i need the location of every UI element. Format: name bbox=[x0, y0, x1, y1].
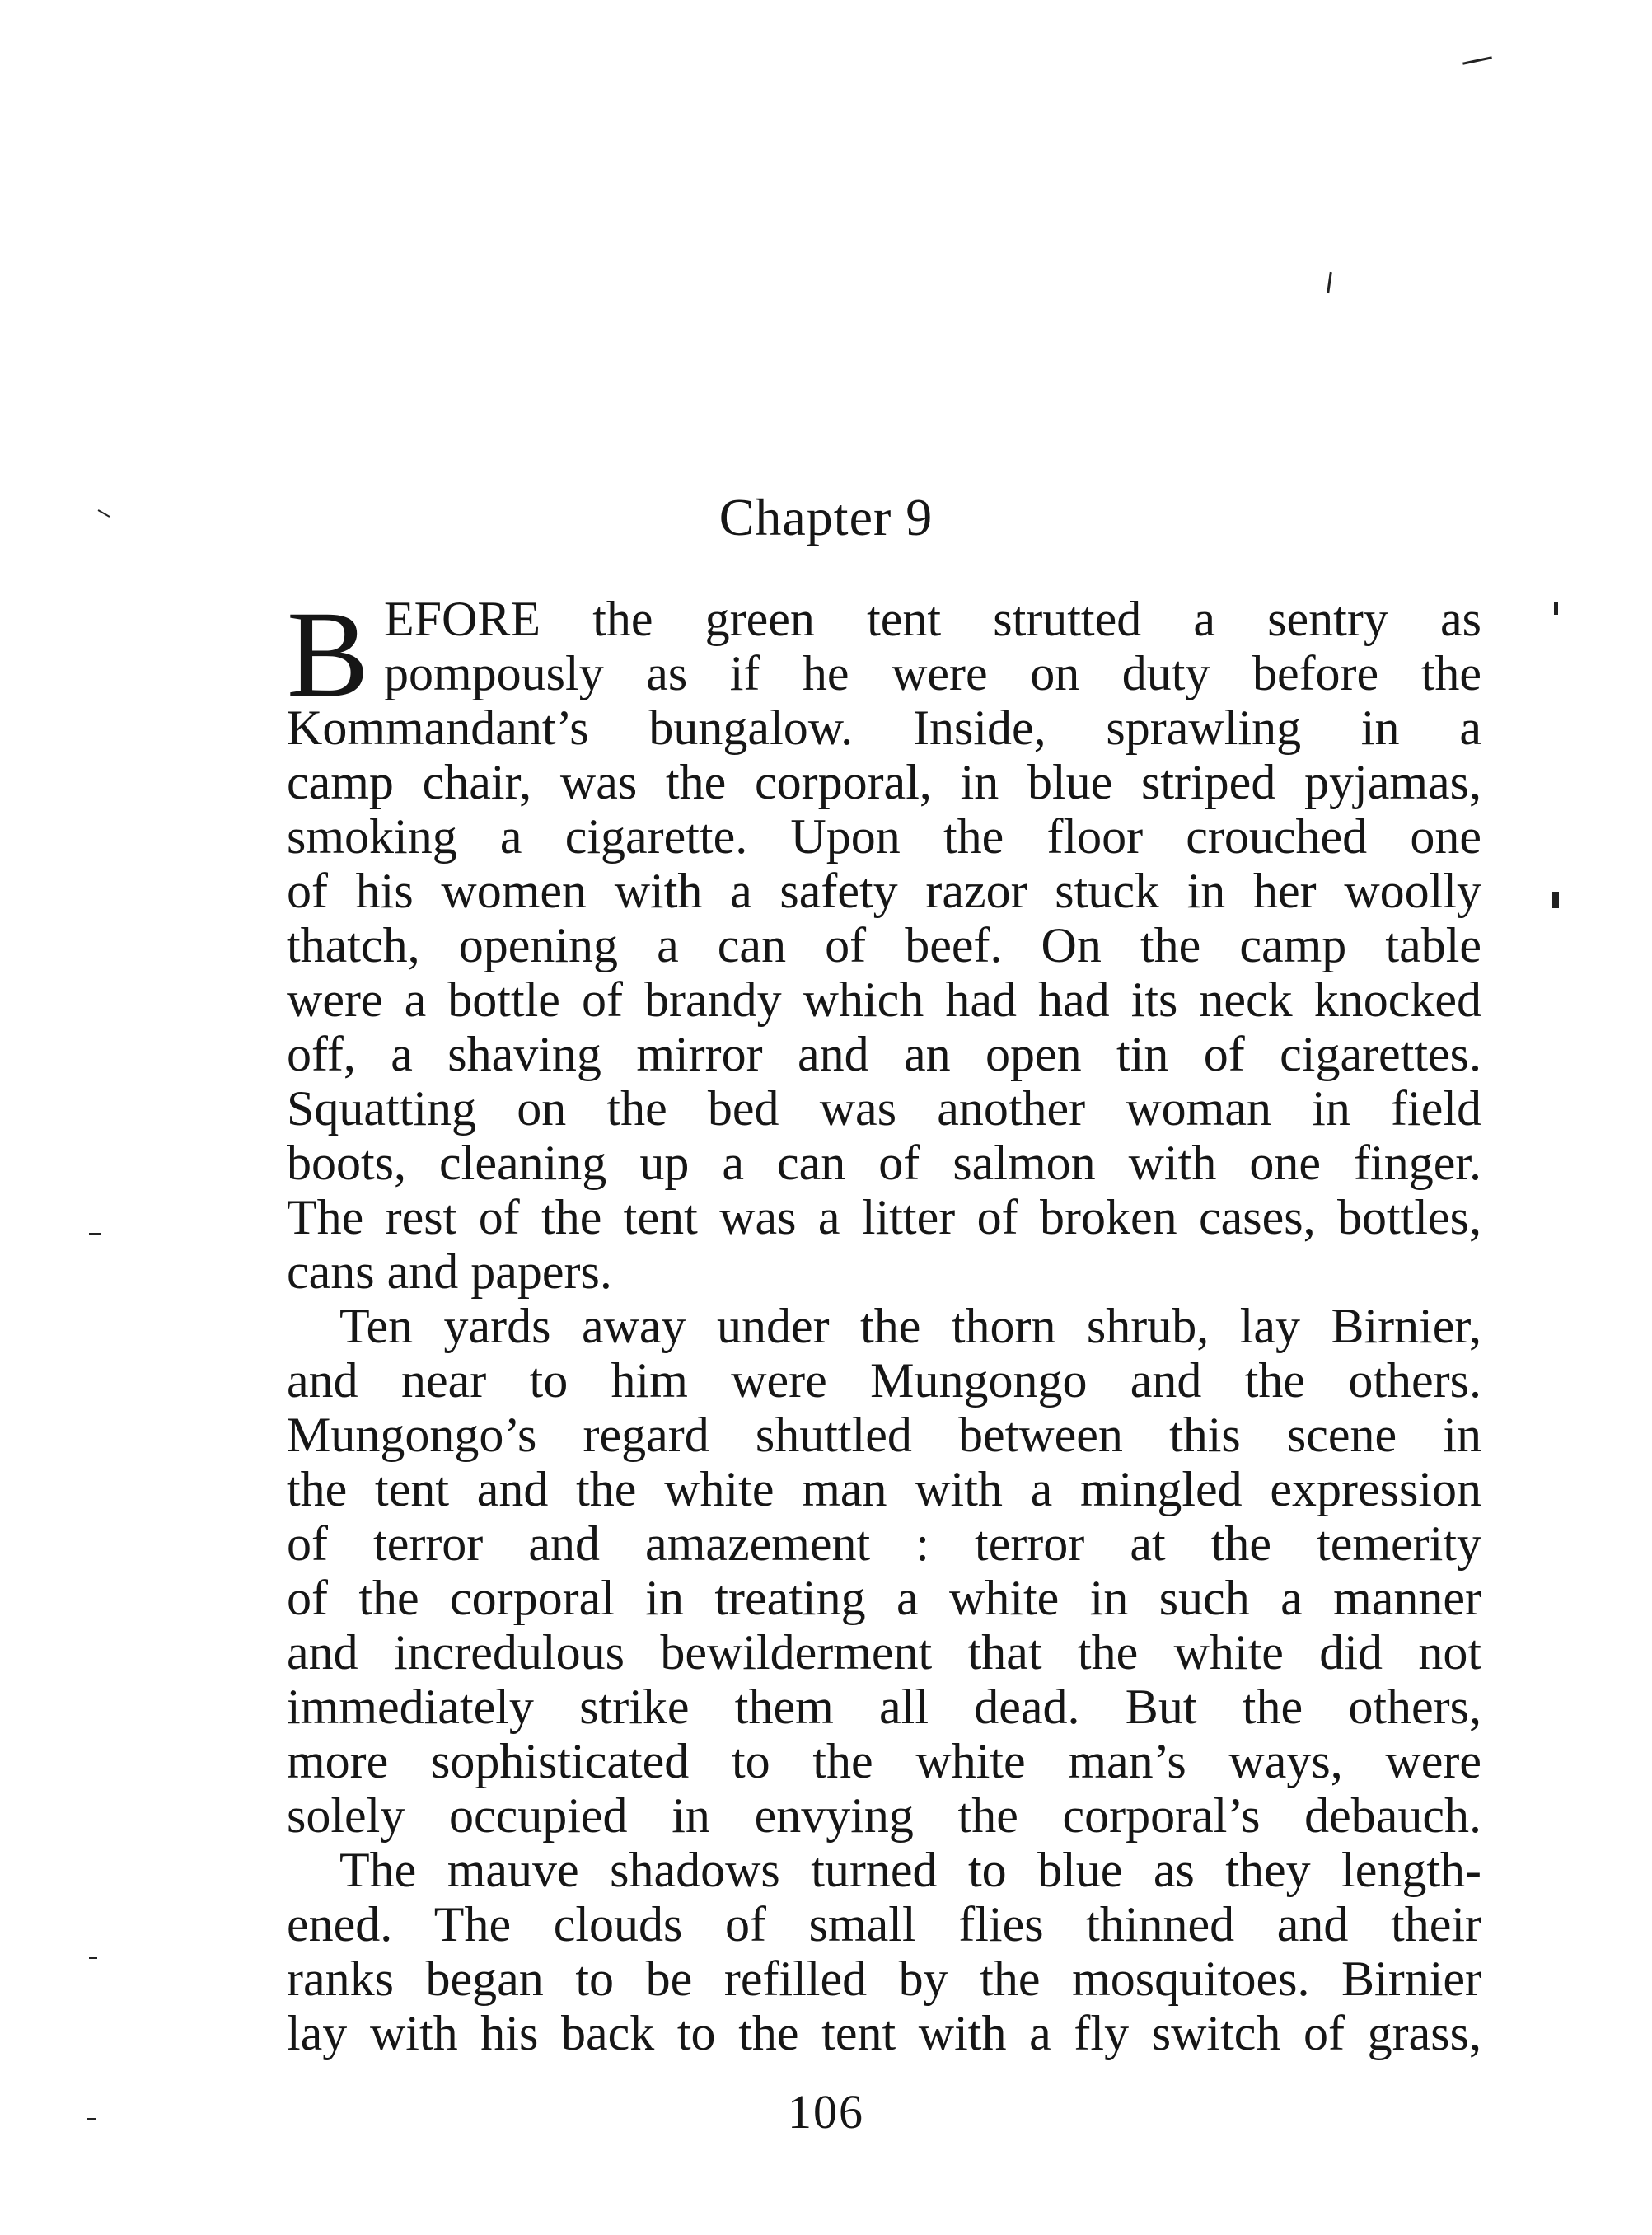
text-line: Kommandant’s bungalow. Inside, sprawling in a bbox=[287, 700, 1481, 755]
text-line: of the corporal in treating a white in such a manner bbox=[287, 1571, 1481, 1625]
text-line: solely occupied in envying the corporal’s debauch. bbox=[287, 1788, 1481, 1843]
text-line: boots, cleaning up a can of salmon with one finger. bbox=[287, 1136, 1481, 1190]
text-line: lay with his back to the tent with a fly switch of grass, bbox=[287, 2006, 1481, 2060]
text-line: more sophisticated to the white man’s ways, were bbox=[287, 1734, 1481, 1788]
text-line: ranks began to be refilled by the mosquitoes. Birnier bbox=[287, 1952, 1481, 2006]
text-line: the tent and the white man with a mingled expression bbox=[287, 1462, 1481, 1516]
text-line: pompously as if he were on duty before the bbox=[384, 646, 1481, 700]
scan-speck bbox=[1552, 892, 1559, 908]
scan-speck bbox=[89, 1957, 97, 1959]
drop-cap: B bbox=[287, 586, 370, 723]
text-line: off, a shaving mirror and an open tin of cigarettes. bbox=[287, 1027, 1481, 1081]
text-line: and near to him were Mungongo and the others. bbox=[287, 1353, 1481, 1408]
text-line: camp chair, was the corporal, in blue striped pyjamas, bbox=[287, 755, 1481, 809]
text-line: and incredulous bewilderment that the white did not bbox=[287, 1625, 1481, 1680]
chapter-body bbox=[287, 586, 1481, 2060]
text-line: Mungongo’s regard shuttled between this scene in bbox=[287, 1408, 1481, 1462]
chapter-title: Chapter 9 bbox=[718, 488, 934, 546]
text-line: The rest of the tent was a litter of broken cases, bottles, bbox=[287, 1190, 1481, 1244]
text-line: thatch, opening a can of beef. On the camp table bbox=[287, 918, 1481, 972]
text-line: The mauve shadows turned to blue as they length- bbox=[339, 1843, 1481, 1897]
text-line: Squatting on the bed was another woman in field bbox=[287, 1081, 1481, 1136]
text-line: Ten yards away under the thorn shrub, lay Birnier, bbox=[339, 1299, 1481, 1353]
text-line: of terror and amazement : terror at the temerity bbox=[287, 1516, 1481, 1571]
text-line: ened. The clouds of small flies thinned and their bbox=[287, 1897, 1481, 1952]
text-line: were a bottle of brandy which had had its neck knocked bbox=[287, 972, 1481, 1027]
text-line: of his women with a safety razor stuck in her woolly bbox=[287, 864, 1481, 918]
text-line: smoking a cigarette. Upon the floor crouched one bbox=[287, 809, 1481, 864]
text-line: cans and papers. bbox=[287, 1244, 612, 1299]
scan-speck bbox=[1327, 272, 1332, 293]
page-number: 106 bbox=[788, 2085, 864, 2139]
scan-speck bbox=[1462, 56, 1492, 64]
text-line: immediately strike them all dead. But the others, bbox=[287, 1680, 1481, 1734]
scan-speck bbox=[1554, 602, 1558, 615]
scan-speck bbox=[89, 1233, 101, 1235]
text-line: EFORE the green tent strutted a sentry as bbox=[384, 592, 1481, 646]
